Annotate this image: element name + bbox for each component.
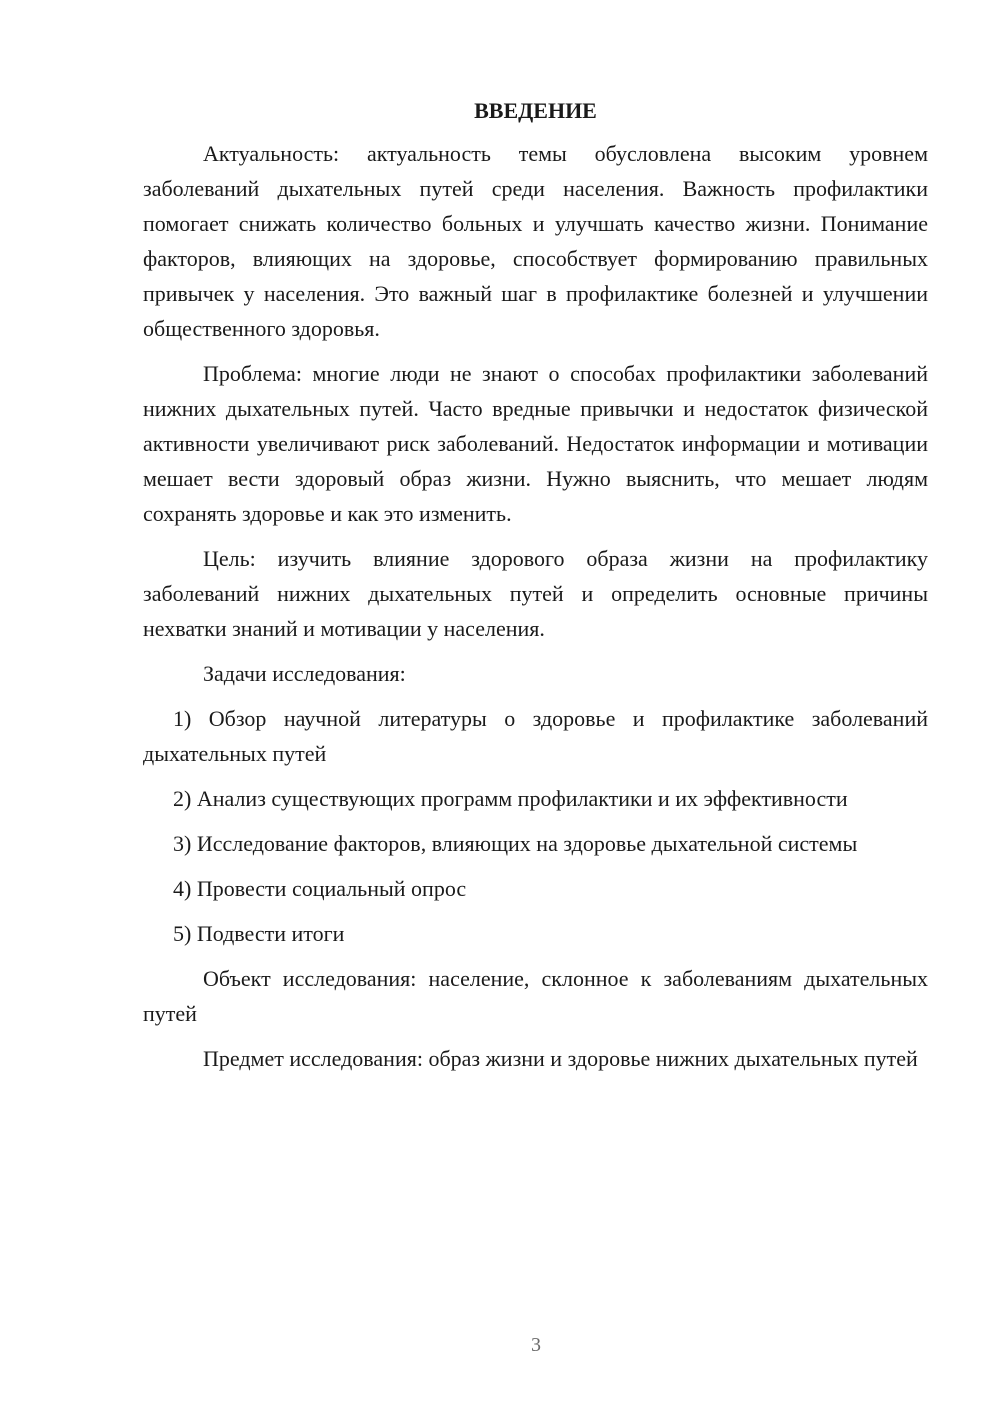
document-page: [143, 97, 928, 1086]
task-item-2: 2) Анализ существующих программ профилактики и их эффективности: [173, 786, 848, 811]
task-item-1: 1) Обзор научной литературы о здоровье и профилактике заболеваний дыхательных путей: [143, 706, 928, 766]
problem-paragraph: Проблема: многие люди не знают о способах профилактики заболеваний нижних дыхательных путей. Часто вредные привычки и недостаток физической активности увеличивают риск заболеваний. Недостаток информации и мотивации мешает вести здоровый образ жизни. Нужно выяснить, что мешает людям сохранять здоровье и как это изменить.: [143, 361, 928, 526]
page-title: ВВЕДЕНИЕ: [474, 98, 597, 123]
research-subject-paragraph: Предмет исследования: образ жизни и здоровье нижних дыхательных путей: [203, 1046, 918, 1071]
task-item-4: 4) Провести социальный опрос: [173, 876, 467, 901]
relevance-paragraph: Актуальность: актуальность темы обусловлена высоким уровнем заболеваний дыхательных путей среди населения. Важность профилактики помогает снижать количество больных и улучшать качество жизни. Понимание факторов, влияющих на здоровье, способствует формированию правильных привычек у населения. Это важный шаг в профилактике болезней и улучшении общественного здоровья.: [143, 141, 928, 341]
task-item-5: 5) Подвести итоги: [173, 921, 345, 946]
tasks-heading: Задачи исследования:: [203, 661, 406, 686]
goal-paragraph: Цель: изучить влияние здорового образа жизни на профилактику заболеваний нижних дыхательных путей и определить основные причины нехватки знаний и мотивации у населения.: [143, 546, 928, 641]
task-item-3: 3) Исследование факторов, влияющих на здоровье дыхательной системы: [173, 831, 858, 856]
research-object-paragraph: Объект исследования: население, склонное к заболеваниям дыхательных путей: [143, 966, 928, 1026]
page-number: 3: [531, 1334, 541, 1356]
